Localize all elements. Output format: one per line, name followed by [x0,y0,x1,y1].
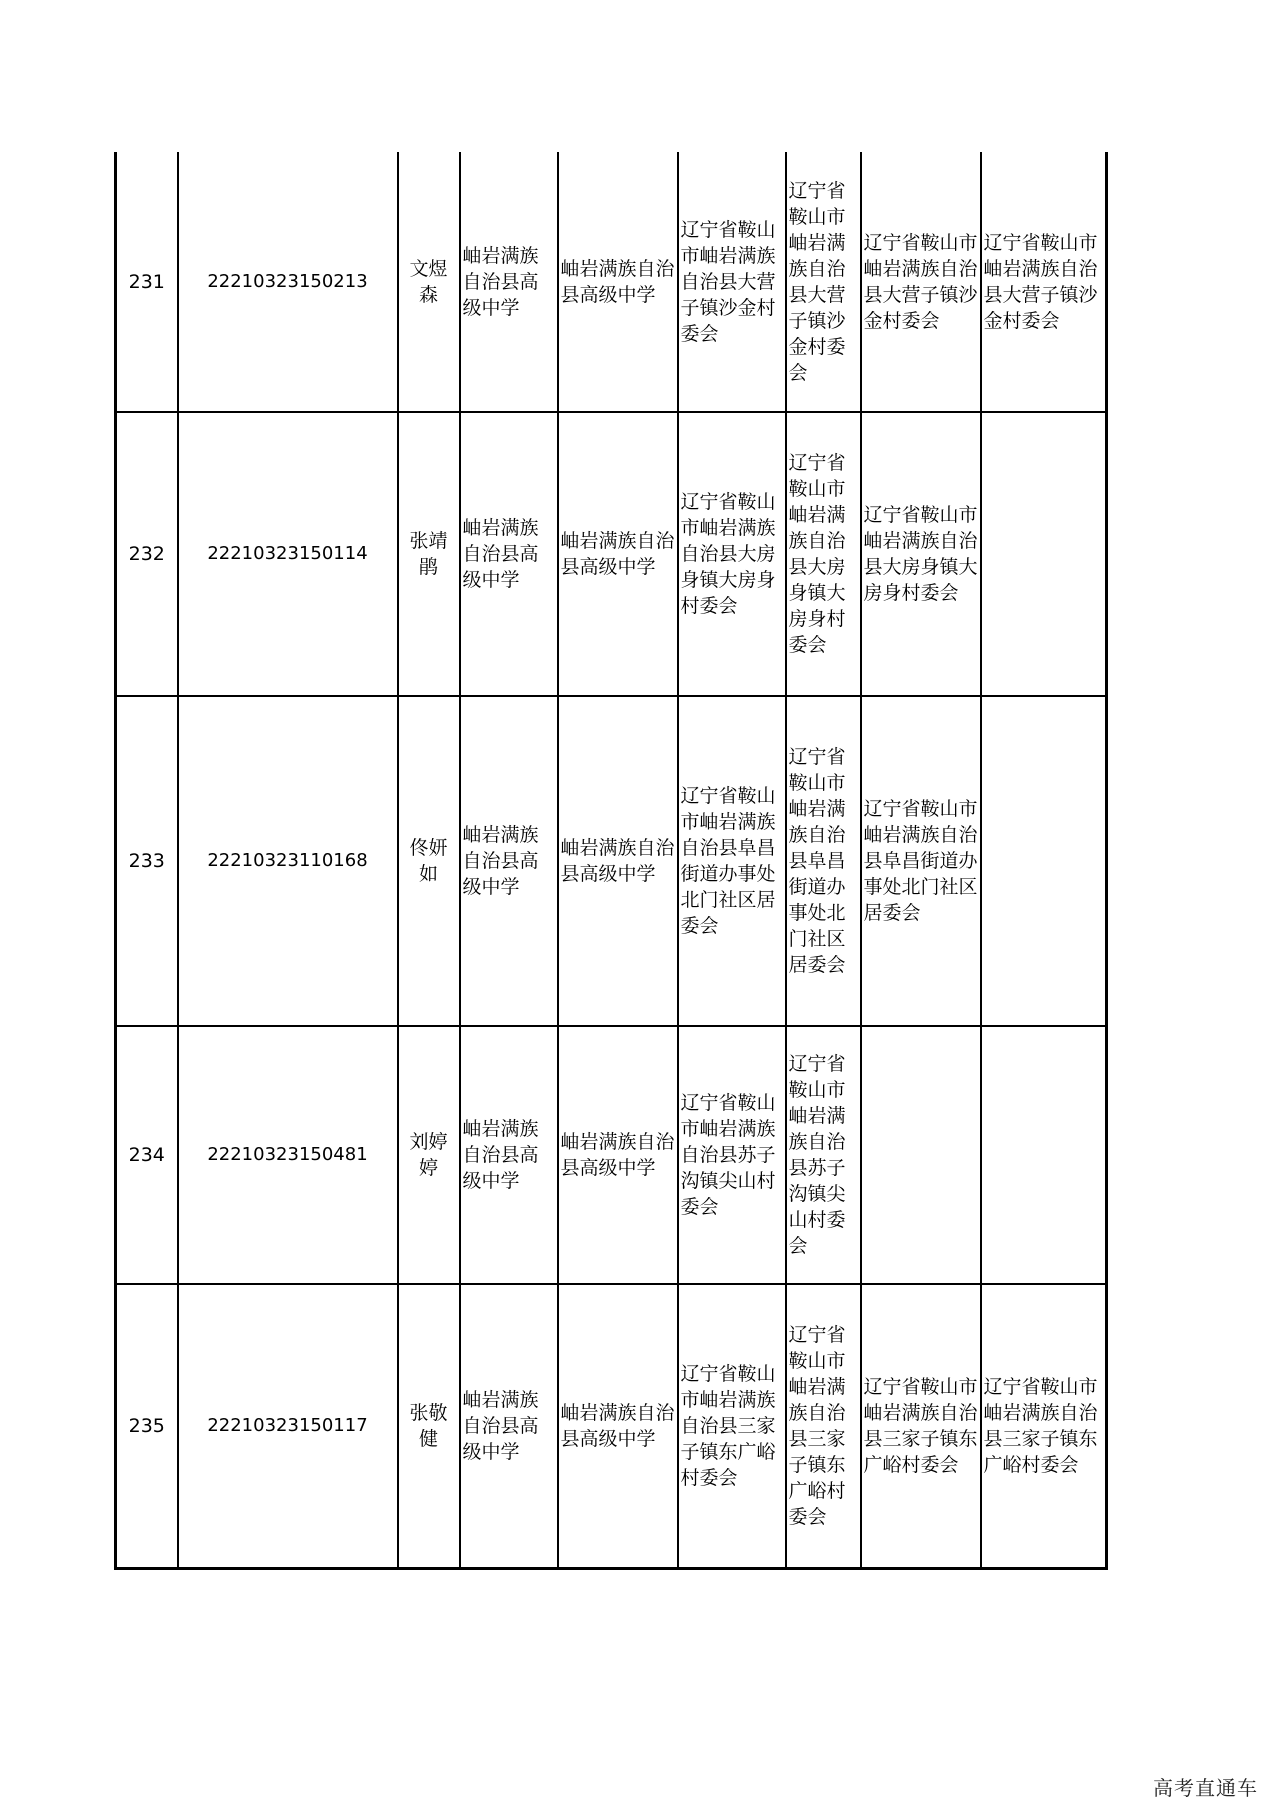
table-row [116,1026,1107,1284]
address-2: 辽宁省鞍山市岫岩满族自治县阜昌街道办事处北门社区居委会 [786,696,861,1026]
table-row [116,152,1107,412]
address-1: 辽宁省鞍山市岫岩满族自治县苏子沟镇尖山村委会 [678,1026,786,1284]
exam-id: 22210323150117 [178,1284,398,1568]
table-row [116,1284,1107,1568]
row-number: 233 [116,696,178,1026]
table-row [116,696,1107,1026]
address-1: 辽宁省鞍山市岫岩满族自治县阜昌街道办事处北门社区居委会 [678,696,786,1026]
address-4: 辽宁省鞍山市岫岩满族自治县三家子镇东广峪村委会 [981,1284,1107,1568]
address-1: 辽宁省鞍山市岫岩满族自治县三家子镇东广峪村委会 [678,1284,786,1568]
school-name: 岫岩满族自治县高级中学 [460,412,558,696]
student-name: 文煜森 [398,152,460,412]
school-name: 岫岩满族自治县高级中学 [460,1284,558,1568]
school-name-2: 岫岩满族自治县高级中学 [558,1026,678,1284]
school-name: 岫岩满族自治县高级中学 [460,1026,558,1284]
table-row [116,412,1107,696]
address-1: 辽宁省鞍山市岫岩满族自治县大房身镇大房身村委会 [678,412,786,696]
student-name: 刘婷婷 [398,1026,460,1284]
school-name-2: 岫岩满族自治县高级中学 [558,412,678,696]
address-2: 辽宁省鞍山市岫岩满族自治县大营子镇沙金村委会 [786,152,861,412]
watermark: 高考直通车 [1153,1776,1258,1800]
school-name-2: 岫岩满族自治县高级中学 [558,696,678,1026]
address-3 [861,1026,981,1284]
row-number: 231 [116,152,178,412]
student-name: 张敬健 [398,1284,460,1568]
address-4 [981,1026,1107,1284]
exam-id: 22210323150114 [178,412,398,696]
address-4 [981,696,1107,1026]
school-name: 岫岩满族自治县高级中学 [460,152,558,412]
address-3: 辽宁省鞍山市岫岩满族自治县阜昌街道办事处北门社区居委会 [861,696,981,1026]
address-4: 辽宁省鞍山市岫岩满族自治县大营子镇沙金村委会 [981,152,1107,412]
row-number: 232 [116,412,178,696]
school-name-2: 岫岩满族自治县高级中学 [558,1284,678,1568]
address-2: 辽宁省鞍山市岫岩满族自治县大房身镇大房身村委会 [786,412,861,696]
student-name: 张靖鹃 [398,412,460,696]
school-name-2: 岫岩满族自治县高级中学 [558,152,678,412]
address-3: 辽宁省鞍山市岫岩满族自治县三家子镇东广峪村委会 [861,1284,981,1568]
exam-id: 22210323110168 [178,696,398,1026]
exam-id: 22210323150213 [178,152,398,412]
address-1: 辽宁省鞍山市岫岩满族自治县大营子镇沙金村委会 [678,152,786,412]
address-4 [981,412,1107,696]
exam-id: 22210323150481 [178,1026,398,1284]
school-name: 岫岩满族自治县高级中学 [460,696,558,1026]
address-3: 辽宁省鞍山市岫岩满族自治县大营子镇沙金村委会 [861,152,981,412]
roster-table [114,152,1108,1570]
address-3: 辽宁省鞍山市岫岩满族自治县大房身镇大房身村委会 [861,412,981,696]
address-2: 辽宁省鞍山市岫岩满族自治县苏子沟镇尖山村委会 [786,1026,861,1284]
address-2: 辽宁省鞍山市岫岩满族自治县三家子镇东广峪村委会 [786,1284,861,1568]
student-name: 佟妍如 [398,696,460,1026]
row-number: 234 [116,1026,178,1284]
row-number: 235 [116,1284,178,1568]
